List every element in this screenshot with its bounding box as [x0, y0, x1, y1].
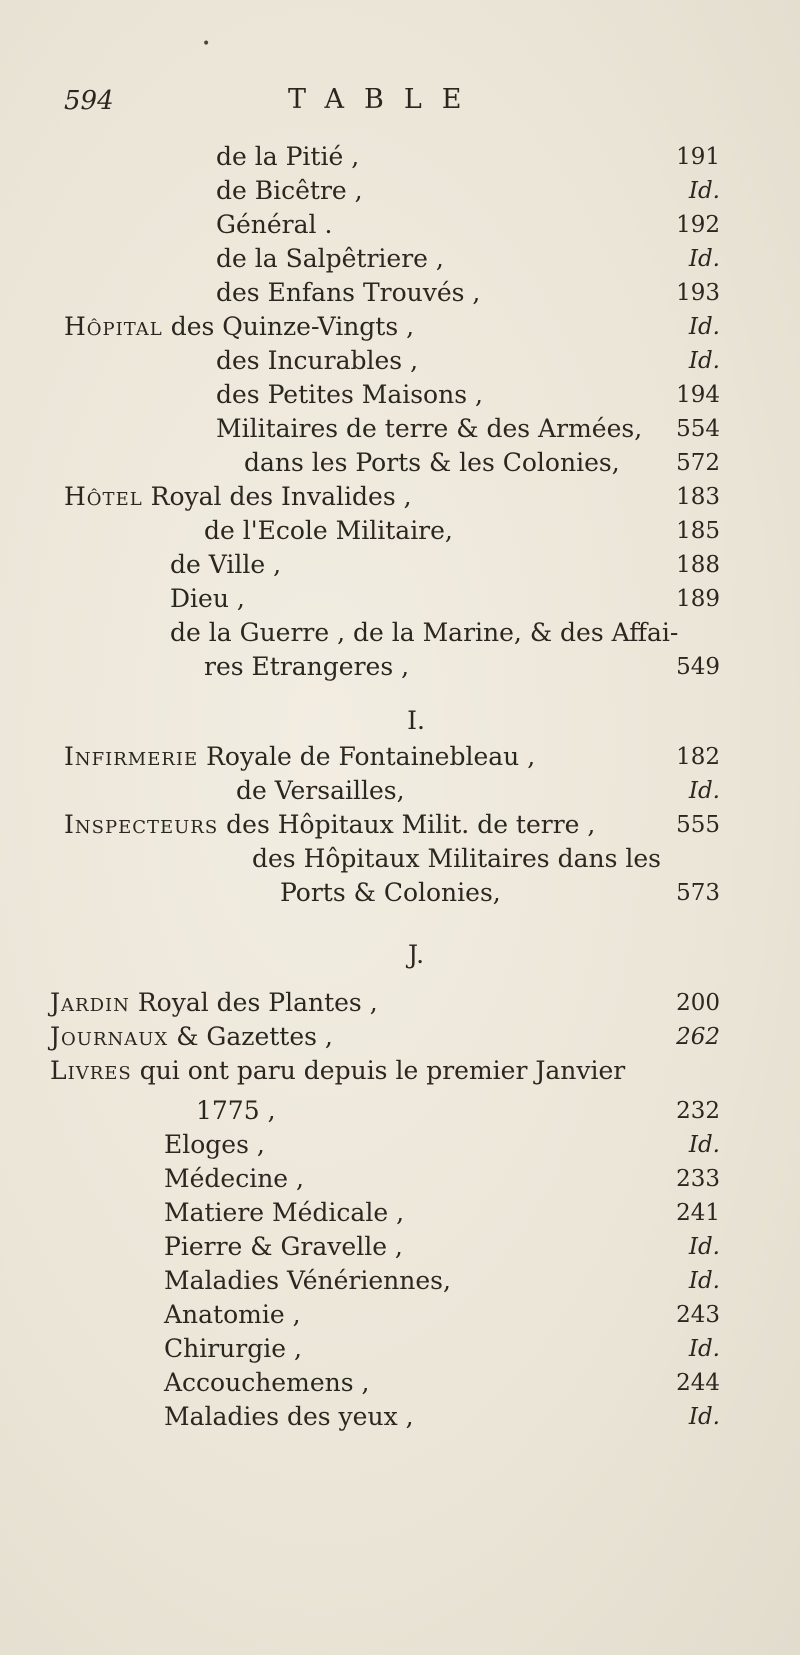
- entry-label: de la Guerre , de la Marine, & des Affai-: [170, 618, 679, 647]
- entry-page-number: 194: [676, 382, 720, 408]
- entry-page-number: 182: [676, 744, 720, 770]
- entry-text: [236, 774, 405, 808]
- entry-label: qui ont paru depuis le premier Janvier: [139, 1056, 626, 1085]
- index-entry: [0, 514, 800, 548]
- entry-text: [64, 480, 412, 514]
- entry-label: & Gazettes ,: [176, 1022, 333, 1051]
- entry-label: de Versailles,: [236, 776, 405, 805]
- entry-text: [164, 1366, 369, 1400]
- entry-text: [280, 876, 501, 910]
- entry-page-number: Id.: [688, 1336, 720, 1362]
- entry-label: de l'Ecole Militaire,: [204, 516, 453, 545]
- entry-page-number: Id.: [688, 246, 720, 272]
- entry-label: dans les Ports & les Colonies,: [244, 448, 620, 477]
- index-entry: [0, 1094, 800, 1128]
- entry-page-number: 573: [676, 880, 720, 906]
- entry-text: [216, 140, 359, 174]
- entry-label: res Etrangeres ,: [204, 652, 410, 681]
- entry-label: des Incurables ,: [216, 346, 419, 375]
- entry-text: [164, 1196, 404, 1230]
- running-head: TABLE: [288, 84, 482, 115]
- entry-page-number: Id.: [688, 178, 720, 204]
- entry-text: [204, 650, 409, 684]
- entry-label: 1775 ,: [196, 1096, 276, 1125]
- index-entry: [0, 1298, 800, 1332]
- entry-keyword: Jardin: [50, 988, 130, 1017]
- entry-text: [50, 1020, 333, 1054]
- entry-page-number: Id.: [688, 1268, 720, 1294]
- entry-page-number: 193: [676, 280, 720, 306]
- entry-page-number: 241: [676, 1200, 720, 1226]
- entry-page-number: 189: [676, 586, 720, 612]
- entry-text: [216, 344, 418, 378]
- entry-label: Pierre & Gravelle ,: [164, 1232, 403, 1261]
- index-entry: [0, 310, 800, 344]
- section-letter-label: J.: [407, 940, 425, 969]
- entry-label: Matiere Médicale ,: [164, 1198, 405, 1227]
- entry-label: Maladies des yeux ,: [164, 1402, 414, 1431]
- entry-page-number: 549: [676, 654, 720, 680]
- entry-keyword: Inspecteurs: [64, 810, 219, 839]
- entry-text: [216, 276, 480, 310]
- entry-text: [196, 1094, 276, 1128]
- entry-page-number: 233: [676, 1166, 720, 1192]
- entry-text: [216, 412, 642, 446]
- section-letter: [0, 938, 800, 972]
- entry-text: [244, 446, 620, 480]
- entry-page-number: Id.: [688, 1234, 720, 1260]
- section-letter-label: I.: [407, 706, 425, 735]
- entry-label: de Ville ,: [170, 550, 282, 579]
- entry-page-number: 243: [676, 1302, 720, 1328]
- entry-label: Accouchemens ,: [164, 1368, 370, 1397]
- index-entry: [0, 876, 800, 910]
- index-entry: [0, 582, 800, 616]
- entry-text: [164, 1128, 265, 1162]
- entry-label: Royal des Plantes ,: [137, 988, 378, 1017]
- entry-text: [164, 1264, 451, 1298]
- index-entry: [0, 174, 800, 208]
- entry-text: [64, 740, 535, 774]
- entry-page-number: 183: [676, 484, 720, 510]
- entry-label: Anatomie ,: [164, 1300, 301, 1329]
- index-entry: [0, 650, 800, 684]
- entry-page-number: Id.: [688, 1132, 720, 1158]
- entry-page-number: 572: [676, 450, 720, 476]
- index-entry: [0, 986, 800, 1020]
- entry-page-number: 262: [676, 1024, 720, 1050]
- entry-page-number: 192: [676, 212, 720, 238]
- index-entry: [0, 378, 800, 412]
- index-entry: [0, 1128, 800, 1162]
- entry-text: [170, 548, 281, 582]
- index-entry: [0, 1162, 800, 1196]
- entry-text: [164, 1230, 403, 1264]
- section-letter: [0, 704, 800, 738]
- entry-label: de la Salpêtriere ,: [216, 244, 444, 273]
- entry-label: Chirurgie ,: [164, 1334, 302, 1363]
- index-entry: [0, 446, 800, 480]
- entry-page-number: Id.: [688, 778, 720, 804]
- entry-page-number: 185: [676, 518, 720, 544]
- entry-label: Dieu ,: [170, 584, 245, 613]
- index-entry: [0, 1332, 800, 1366]
- index-entry: [0, 1366, 800, 1400]
- entry-page-number: 191: [676, 144, 720, 170]
- entry-text: [170, 616, 678, 650]
- index-entry: [0, 480, 800, 514]
- entry-label: Maladies Vénériennes,: [164, 1266, 451, 1295]
- page-header: [0, 86, 800, 122]
- entry-label: Militaires de terre & des Armées,: [216, 414, 643, 443]
- entry-page-number: 554: [676, 416, 720, 442]
- entry-keyword: Journaux: [50, 1022, 169, 1051]
- index-entry: [0, 1196, 800, 1230]
- index-entry: [0, 1264, 800, 1298]
- index-entry: [0, 808, 800, 842]
- index-entry: [0, 208, 800, 242]
- entry-label: des Hôpitaux Milit. de terre ,: [226, 810, 596, 839]
- entry-text: [216, 378, 483, 412]
- entry-page-number: 232: [676, 1098, 720, 1124]
- entry-page-number: Id.: [688, 1404, 720, 1430]
- index-entry: [0, 140, 800, 174]
- entry-text: [64, 808, 595, 842]
- entry-label: Eloges ,: [164, 1130, 265, 1159]
- entry-text: [216, 208, 332, 242]
- entry-text: [204, 514, 453, 548]
- entry-page-number: 555: [676, 812, 720, 838]
- entry-label: Royal des Invalides ,: [150, 482, 412, 511]
- entry-text: [164, 1332, 302, 1366]
- entry-text: [164, 1298, 301, 1332]
- entry-text: [50, 986, 378, 1020]
- index-entry: [0, 1020, 800, 1054]
- entry-label: Médecine ,: [164, 1164, 304, 1193]
- entry-page-number: 244: [676, 1370, 720, 1396]
- index-entry: [0, 412, 800, 446]
- entry-label: des Hôpitaux Militaires dans les: [252, 844, 661, 873]
- index-entry: [0, 1230, 800, 1264]
- entry-label: des Petites Maisons ,: [216, 380, 483, 409]
- index-entry: [0, 774, 800, 808]
- entry-label: de Bicêtre ,: [216, 176, 363, 205]
- entry-text: [164, 1400, 414, 1434]
- entry-keyword: Livres: [50, 1056, 132, 1085]
- entry-text: [216, 242, 444, 276]
- entry-text: [216, 174, 363, 208]
- index-entry: [0, 842, 800, 876]
- entry-keyword: Infirmerie: [64, 742, 199, 771]
- index-entry: [0, 740, 800, 774]
- entry-label: Général .: [216, 210, 333, 239]
- entry-page-number: 200: [676, 990, 720, 1016]
- index-entry: [0, 1054, 800, 1088]
- index-entry: [0, 344, 800, 378]
- entry-text: [170, 582, 245, 616]
- index-entry: [0, 548, 800, 582]
- entry-label: de la Pitié ,: [216, 142, 360, 171]
- page-number: 594: [64, 86, 114, 116]
- index-entry: [0, 616, 800, 650]
- entry-keyword: Hôpital: [64, 312, 163, 341]
- entry-text: [164, 1162, 304, 1196]
- index-entry: [0, 276, 800, 310]
- entry-text: [252, 842, 661, 876]
- entry-label: Royale de Fontainebleau ,: [206, 742, 536, 771]
- entry-text: [50, 1054, 625, 1088]
- entry-label: des Quinze-Vingts ,: [170, 312, 415, 341]
- entry-text: [64, 310, 414, 344]
- entry-label: des Enfans Trouvés ,: [216, 278, 481, 307]
- entry-page-number: 188: [676, 552, 720, 578]
- entry-label: Ports & Colonies,: [280, 878, 501, 907]
- entry-keyword: Hôtel: [64, 482, 143, 511]
- entry-page-number: Id.: [688, 314, 720, 340]
- index-entry: [0, 242, 800, 276]
- entry-page-number: Id.: [688, 348, 720, 374]
- printer-mark: •: [202, 36, 211, 52]
- index-entry: [0, 1400, 800, 1434]
